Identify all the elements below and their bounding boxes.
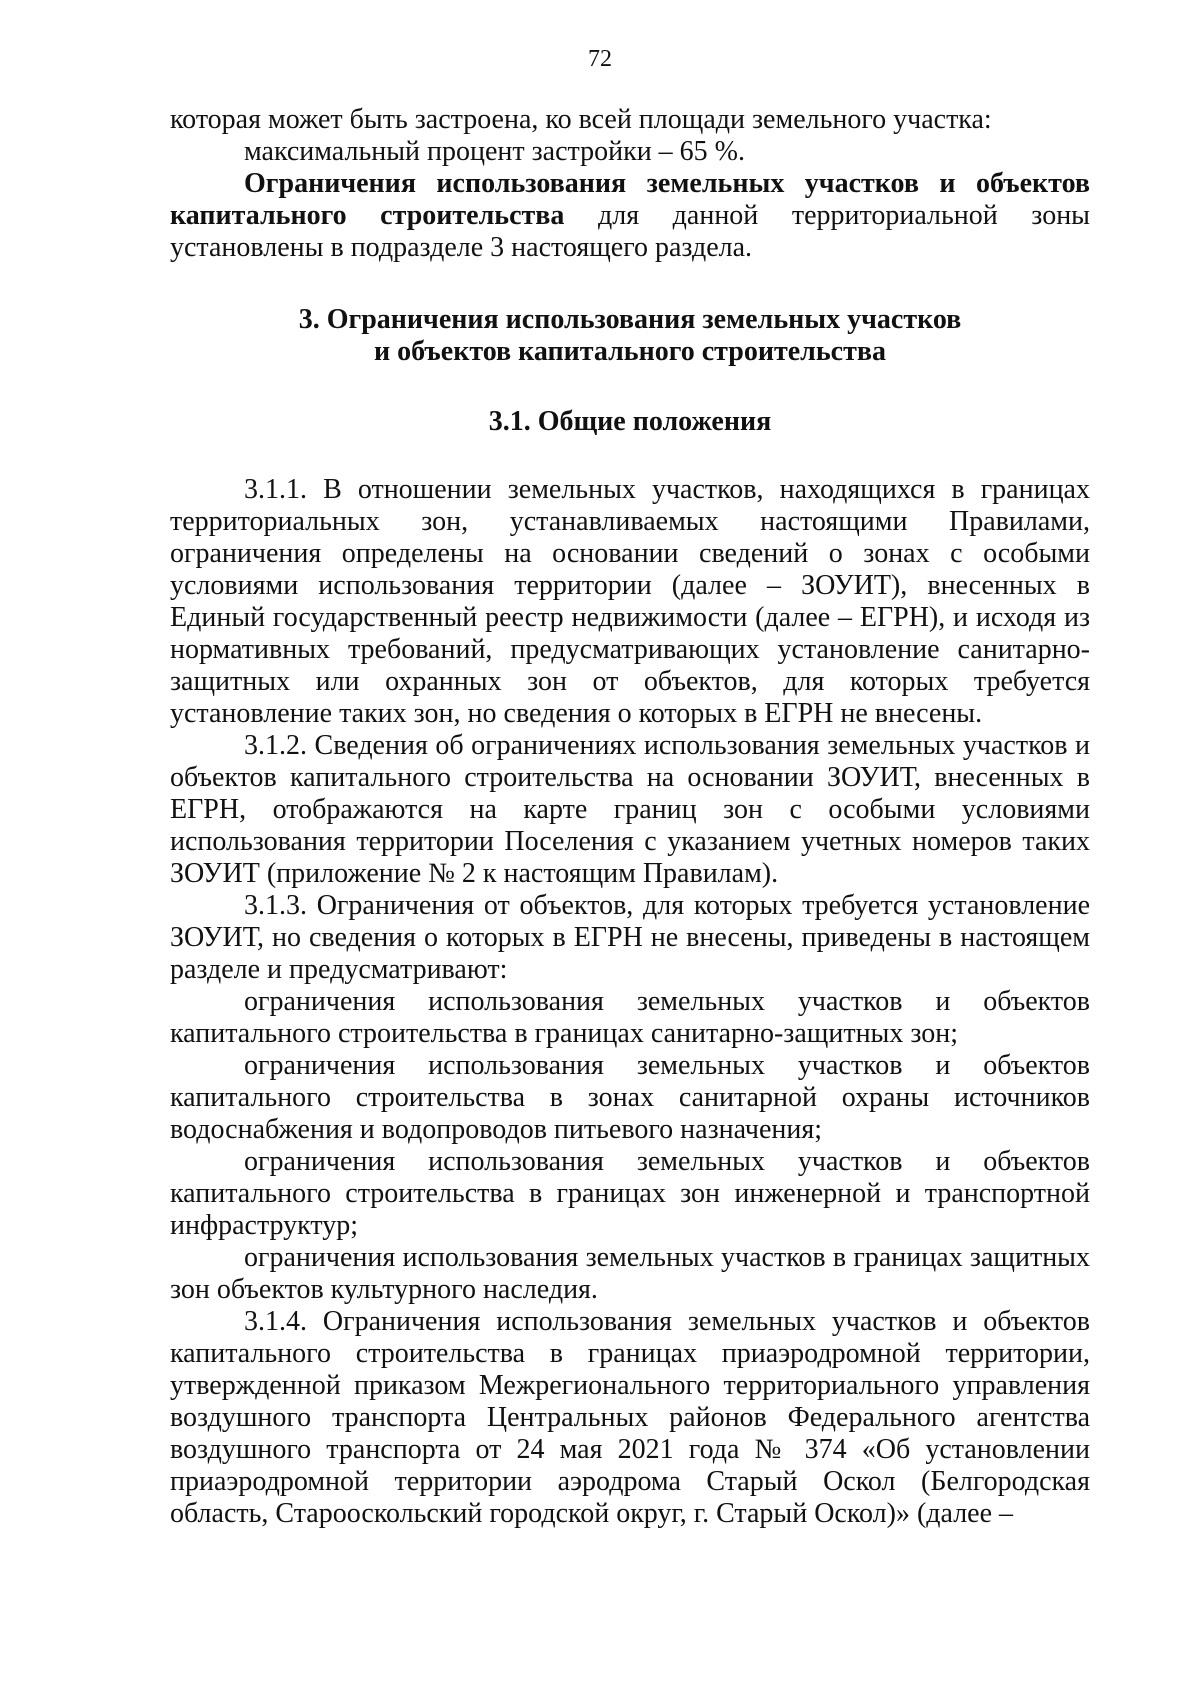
restriction-bold-text: Ограничения использования земельных участков и объектов капитального строительства xyxy=(170,168,1090,231)
list-item-infrastructure: ограничения использования земельных участков и объектов капитального строительства в границах зон инженерной и транспортной инфраструктур; xyxy=(170,1146,1090,1241)
paragraph-3-1-2: 3.1.2. Сведения об ограничениях использования земельных участков и объектов капитального строительства на основании ЗОУИТ, внесенных в ЕГРН, отображаются на карте границ зон с особыми условиями использования территории Поселения с указанием учетных номеров таких ЗОУИТ (приложение № 2 к настоящим Правилам). xyxy=(170,730,1090,889)
page-number: 72 xyxy=(588,46,612,72)
section-title-line-2: и объектов капитального строительства xyxy=(374,336,886,367)
paragraph-3-1-4: 3.1.4. Ограничения использования земельных участков и объектов капитального строительства в границах приаэродромной территории, утвержденной приказом Межрегионального территориального управления воздушного транспорта Центральных районов Федерального агентства воздушного транспорта от 24 мая 2021 года № 374 «Об установлении приаэродромной территории аэродрома Старый Оскол (Белгородская область, Старооскольский городской округ, г. Старый Оскол)» (далее – xyxy=(170,1306,1090,1529)
document-body xyxy=(170,104,1090,1530)
list-item-sanitary-zones: ограничения использования земельных участков и объектов капитального строительства в границах санитарно-защитных зон; xyxy=(170,986,1090,1049)
restriction-paragraph xyxy=(170,168,1090,264)
section-heading xyxy=(170,304,1090,368)
section-title-line-1: 3. Ограничения использования земельных участков xyxy=(298,304,962,335)
list-item-water-protection: ограничения использования земельных участков и объектов капитального строительства в зонах санитарной охраны источников водоснабжения и водопроводов питьевого назначения; xyxy=(170,1050,1090,1145)
restriction-rest-text: для данной территориальной зоны установлены в подразделе 3 настоящего раздела. xyxy=(170,200,1090,263)
intro-line-2: максимальный процент застройки – 65 %. xyxy=(244,136,746,167)
list-item-cultural-heritage: ограничения использования земельных участков в границах защитных зон объектов культурного наследия. xyxy=(170,1242,1090,1305)
subsection-heading: 3.1. Общие положения xyxy=(488,406,772,437)
paragraph-3-1-1: 3.1.1. В отношении земельных участков, находящихся в границах территориальных зон, устанавливаемых настоящими Правилами, ограничения определены на основании сведений о зонах с особыми условиями использования территории (далее – ЗОУИТ), внесенных в Единый государственный реестр недвижимости (далее – ЕГРН), и исходя из нормативных требований, предусматривающих установление санитарно-защитных или охранных зон от объектов, для которых требуется установление таких зон, но сведения о которых в ЕГРН не внесены. xyxy=(170,474,1090,729)
intro-line-1: которая может быть застроена, ко всей площади земельного участка: xyxy=(170,104,992,135)
paragraph-3-1-3: 3.1.3. Ограничения от объектов, для которых требуется установление ЗОУИТ, но сведения о которых в ЕГРН не внесены, приведены в настоящем разделе и предусматривают: xyxy=(170,890,1090,985)
